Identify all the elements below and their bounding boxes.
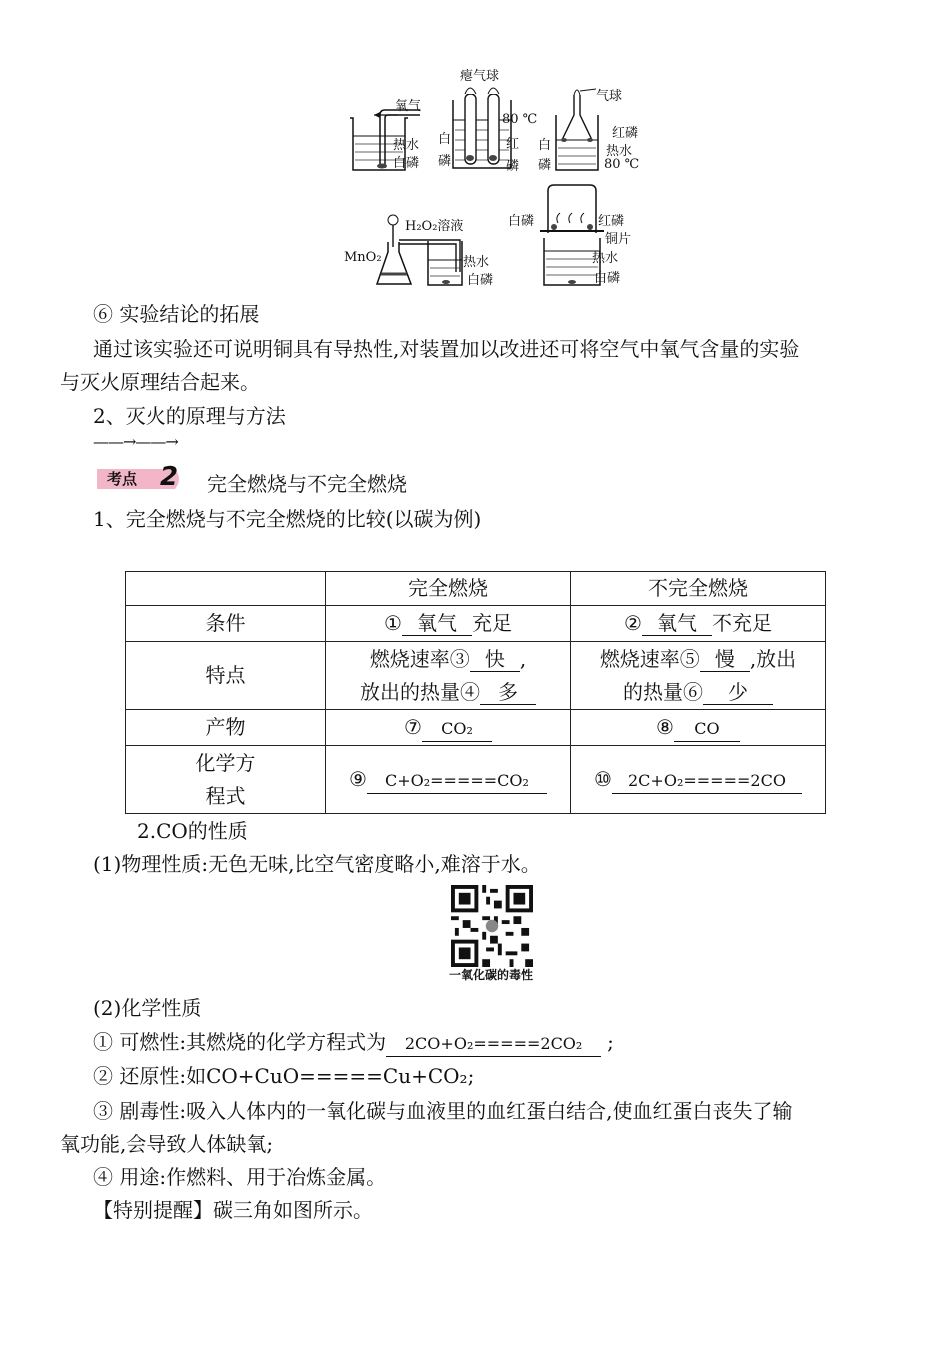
answer-blank: CO₂: [422, 717, 492, 742]
cell-product-complete: ⑦ CO₂: [326, 710, 571, 746]
fig2-red2-label: 磷: [506, 159, 520, 174]
cell-condition-complete: ① 氧气 充足: [326, 606, 571, 642]
answer-blank: 多: [480, 680, 536, 705]
fig1-white-p-label: 白磷: [393, 156, 420, 171]
table-corner-cell: [126, 572, 326, 606]
cell-product-incomplete: ⑧ CO: [571, 710, 826, 746]
fig4-white-p-label: 白磷: [467, 273, 494, 288]
cell-equation-incomplete: ⑩ 2C+O₂=====2CO: [571, 746, 826, 814]
fig4-mno2-label: MnO₂: [344, 250, 382, 265]
answer-blank: 氧气: [642, 611, 712, 636]
kaodian-badge-number: 2: [160, 462, 179, 492]
fig1-oxygen-label: 氧气: [395, 99, 422, 114]
kaodian-title: 完全燃烧与不完全燃烧: [207, 472, 407, 496]
table-row: [126, 746, 826, 814]
table-row: [126, 572, 826, 606]
fig5-copper-label: 铜片: [605, 232, 632, 247]
item-toxicity-line1: ③ 剧毒性:吸入人体内的一氧化碳与血液里的血红蛋白结合,使血红蛋白丧失了输: [93, 1099, 793, 1123]
row-label-condition: 条件: [126, 606, 326, 642]
fig3-balloon-label: 气球: [596, 89, 623, 104]
fig2-temp-label: 80 ℃: [502, 112, 538, 127]
fig4-hot-water-label: 热水: [463, 255, 490, 270]
co-properties-title: 2.CO的性质: [137, 819, 248, 843]
fig4-h2o2-label: H₂O₂溶液: [405, 219, 464, 234]
item-flammability: ① 可燃性:其燃烧的化学方程式为 2CO+O₂=====2CO₂ ;: [93, 1026, 614, 1057]
cell-condition-incomplete: ② 氧气 不充足: [571, 606, 826, 642]
table-row: [126, 642, 826, 710]
fig2-red-label: 红: [506, 137, 520, 152]
co-chemical-properties-title: (2)化学性质: [93, 996, 202, 1020]
cell-equation-complete: ⑨ C+O₂=====CO₂: [326, 746, 571, 814]
combustion-comparison-table: [125, 571, 826, 814]
table-row: [126, 710, 826, 746]
y-tube-diagram: [552, 85, 602, 175]
answer-blank: 快: [470, 647, 520, 672]
section-6-body-line2: 与灭火原理结合起来。: [60, 370, 260, 394]
answer-blank: 2C+O₂=====2CO: [612, 769, 802, 794]
fig2-balloon-label: 瘪气球: [460, 69, 500, 84]
fig5-white-p-label: 白磷: [594, 271, 621, 286]
special-reminder: 【特别提醒】碳三角如图所示。: [93, 1198, 373, 1222]
fig2-white2-label: 磷: [438, 154, 452, 169]
cell-feature-complete: 燃烧速率③ 快 , 放出的热量④ 多: [326, 642, 571, 710]
fig5-white-p-top-label: 白磷: [508, 214, 535, 229]
comparison-title: 1、完全燃烧与不完全燃烧的比较(以碳为例): [93, 507, 482, 531]
fig3-temp-label: 80 ℃: [604, 157, 640, 172]
qr-code-icon[interactable]: [451, 885, 533, 967]
table-row: [126, 606, 826, 642]
kaodian-badge-text: 考点: [107, 470, 138, 488]
fig1-hot-water-label: 热水: [393, 138, 420, 153]
arrow-left-icon: [372, 110, 400, 120]
answer-blank: 少: [703, 680, 773, 705]
item-uses: ④ 用途:作燃料、用于冶炼金属。: [93, 1165, 387, 1189]
answer-blank: 氧气: [402, 611, 472, 636]
row-label-equation: 化学方 程式: [126, 746, 326, 814]
small-beaker-diagram: [425, 238, 465, 288]
answer-blank: C+O₂=====CO₂: [367, 769, 547, 794]
fig3-hot-water-label: 热水: [606, 144, 633, 159]
answer-blank: 2CO+O₂=====2CO₂: [386, 1032, 601, 1057]
flow-arrow-line: ——→——→: [93, 432, 178, 451]
answer-blank: CO: [674, 717, 740, 742]
fig2-white-label: 白: [438, 132, 452, 147]
fig3-white2-label: 磷: [538, 158, 552, 173]
header-incomplete: 不完全燃烧: [571, 572, 826, 606]
section-6-body-line1: 通过该实验还可说明铜具有导热性,对装置加以改进还可将空气中氧气含量的实验: [93, 337, 800, 361]
qr-caption: 一氧化碳的毒性: [449, 968, 534, 982]
fig5-red-p-label: 红磷: [598, 214, 625, 229]
row-label-feature: 特点: [126, 642, 326, 710]
cell-feature-incomplete: 燃烧速率⑤ 慢 ,放出 的热量⑥ 少: [571, 642, 826, 710]
fig3-red-p-label: 红磷: [612, 126, 639, 141]
item-reducibility: ② 还原性:如CO+CuO=====Cu+CO₂;: [93, 1064, 475, 1088]
section-2-title: 2、灭火的原理与方法: [93, 404, 286, 428]
fig5-hot-water-label: 热水: [592, 251, 619, 266]
fig3-white-label: 白: [538, 138, 552, 153]
answer-blank: 慢: [700, 647, 750, 672]
co-physical-properties: (1)物理性质:无色无味,比空气密度略小,难溶于水。: [93, 852, 541, 876]
item-toxicity-line2: 氧功能,会导致人体缺氧;: [60, 1132, 274, 1156]
row-label-product: 产物: [126, 710, 326, 746]
header-complete: 完全燃烧: [326, 572, 571, 606]
section-6-title: ⑥ 实验结论的拓展: [93, 302, 260, 326]
